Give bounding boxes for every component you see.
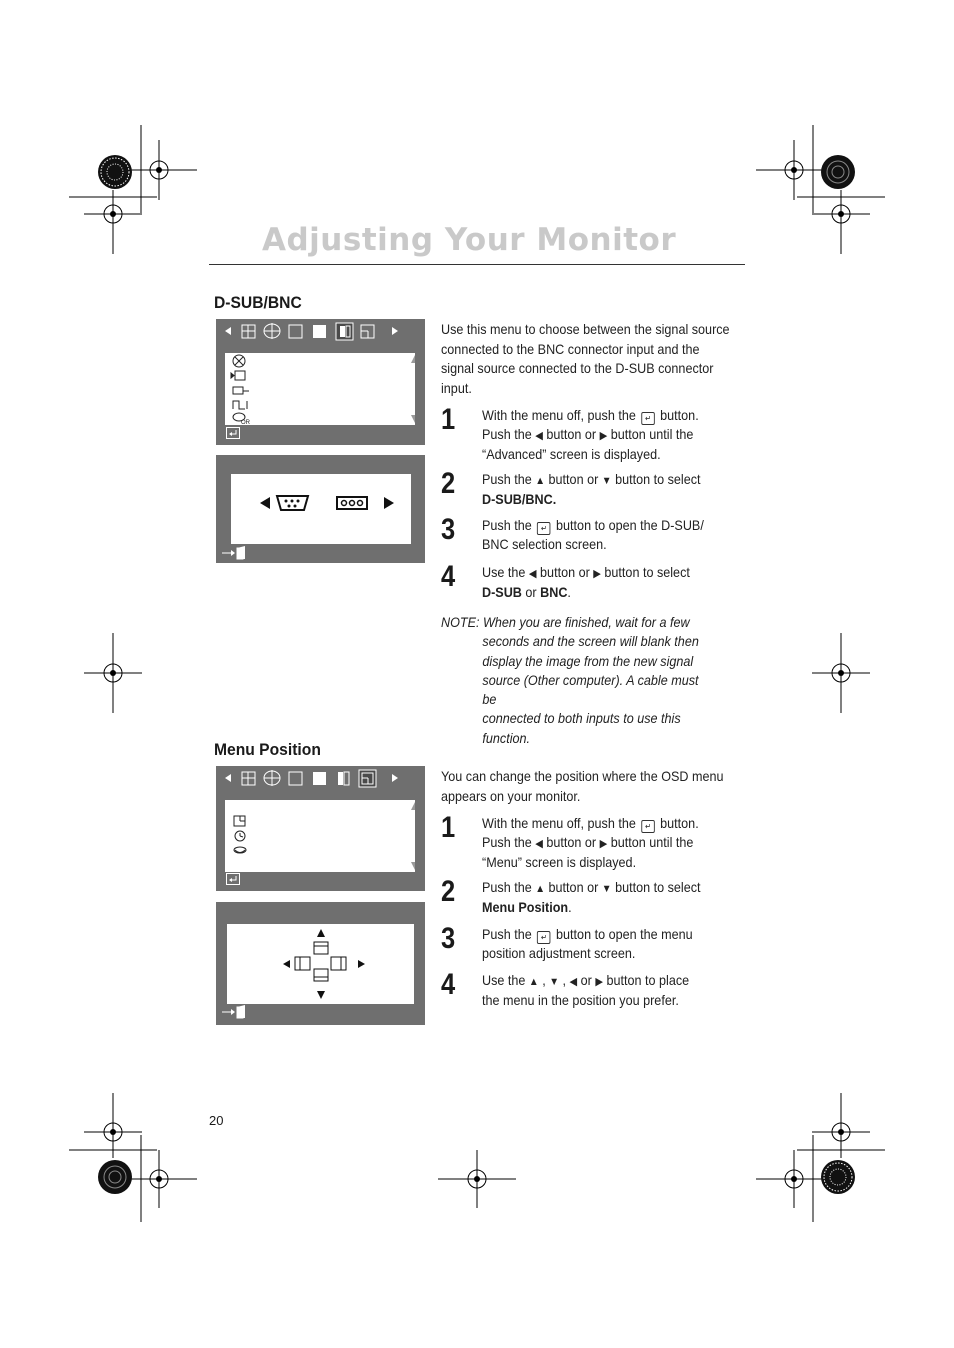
- step-text-fragment: button to place: [606, 972, 690, 988]
- step-text-fragment: .: [567, 584, 571, 600]
- section-heading-menu-position: Menu Position: [214, 740, 321, 759]
- osd-position-panel: [227, 924, 414, 1004]
- note-line: display the image from the new signal: [482, 652, 694, 669]
- step-text-fragment: .: [568, 899, 572, 915]
- right-arrow-icon: [358, 960, 365, 968]
- bnc-connector-icon: [337, 497, 367, 509]
- dsub-step-number-3: 3: [441, 513, 456, 546]
- step-text-fragment: button until the: [610, 834, 694, 850]
- osd-menu-toolbar: [216, 766, 425, 796]
- dsub-step-3: [482, 516, 734, 553]
- step-text-fragment: the menu in the position you prefer.: [482, 992, 679, 1008]
- step-text-fragment: D-SUB/BNC.: [482, 491, 557, 507]
- step-text-fragment: or: [580, 972, 592, 988]
- left-arrow-icon: ◀: [535, 838, 543, 850]
- position-direction-pad: [227, 924, 414, 1004]
- enter-button-icon: ↵: [641, 820, 655, 833]
- step-text-fragment: BNC: [540, 584, 568, 600]
- left-arrow-icon: [283, 960, 290, 968]
- step-text-fragment: Use the: [482, 972, 526, 988]
- note-line: When you are finished, wait for a few: [483, 614, 690, 630]
- right-arrow-icon: ▶: [599, 838, 608, 850]
- menu-position-step-4: [482, 971, 734, 1009]
- dsub-step-number-4: 4: [441, 560, 456, 593]
- up-arrow-icon: ▲: [535, 475, 546, 487]
- step-text-fragment: ,: [562, 972, 567, 988]
- note-line: source (Other computer). A cable must be: [482, 671, 699, 708]
- osd-enter-icon: [226, 427, 240, 439]
- down-arrow-icon: ▼: [601, 883, 612, 895]
- step-text-fragment: button until the: [610, 426, 694, 442]
- up-arrow-icon: ▲: [528, 976, 539, 988]
- right-arrow-icon: [384, 497, 394, 509]
- osd-menu-list: [216, 766, 425, 891]
- step-text-fragment: position adjustment screen.: [482, 945, 636, 961]
- note-line: connected to both inputs to use this: [482, 710, 681, 727]
- menu-position-step-number-3: 3: [441, 922, 456, 955]
- dsub-step-1: [482, 406, 734, 463]
- dsub-note: [441, 613, 711, 748]
- dsub-step-2: [482, 470, 734, 508]
- osd-menu-list-icons: [225, 800, 415, 872]
- note-line: function.: [482, 729, 531, 746]
- page-number: 20: [209, 1113, 224, 1128]
- step-text-fragment: button to open the menu: [556, 926, 693, 942]
- up-arrow-icon: [317, 929, 325, 937]
- menu-position-step-1: [482, 814, 734, 871]
- menu-position-step-number-2: 2: [441, 875, 456, 908]
- step-text-fragment: Push the: [482, 834, 532, 850]
- menu-position-intro: [441, 767, 738, 806]
- step-text-fragment: “Advanced” screen is displayed.: [482, 446, 661, 462]
- osd-advanced-list-icons: [225, 353, 415, 425]
- step-text-fragment: Push the: [482, 879, 532, 895]
- dsub-intro-line: signal source connected to the D-SUB connector: [441, 360, 714, 376]
- step-text-fragment: Menu Position: [482, 899, 569, 915]
- step-text-fragment: button or: [546, 834, 597, 850]
- step-text-fragment: Use the: [482, 564, 526, 580]
- right-arrow-icon: ▶: [595, 976, 603, 988]
- note-label: NOTE:: [441, 614, 480, 630]
- left-arrow-icon: [260, 497, 270, 509]
- dsub-bnc-selector: [231, 474, 411, 544]
- dsub-step-number-2: 2: [441, 467, 456, 500]
- osd-menu-list-panel: [225, 800, 415, 872]
- osd-enter-icon: [226, 873, 240, 885]
- dsub-step-number-1: 1: [441, 403, 456, 436]
- step-text-fragment: button or: [548, 879, 599, 895]
- step-text-fragment: Push the: [482, 471, 532, 487]
- right-arrow-icon: ▶: [599, 430, 608, 442]
- up-arrow-icon: ▲: [535, 883, 546, 895]
- menu-position-step-number-4: 4: [441, 968, 456, 1001]
- step-text-fragment: ,: [542, 972, 546, 988]
- step-text-fragment: button or: [540, 564, 590, 580]
- svg-text:OR: OR: [241, 420, 250, 425]
- left-arrow-icon: ◀: [535, 430, 543, 442]
- step-text-fragment: button.: [660, 815, 699, 831]
- osd-dsub-bnc-selection: [216, 455, 425, 563]
- page-title: Adjusting Your Monitor: [262, 222, 677, 258]
- osd-advanced-menu: [216, 319, 425, 445]
- step-text-fragment: button to select: [615, 471, 701, 487]
- exit-icon: [221, 546, 249, 560]
- osd-advanced-list: [225, 353, 415, 425]
- dsub-intro: [441, 320, 738, 398]
- dsub-step-4: [482, 563, 734, 601]
- dsub-intro-line: Use this menu to choose between the signal source: [441, 321, 730, 337]
- step-text-fragment: or: [525, 584, 537, 600]
- step-text-fragment: button to open the D-SUB/: [556, 517, 704, 533]
- step-text-fragment: button to select: [604, 564, 690, 580]
- step-text-fragment: button.: [660, 407, 699, 423]
- osd-position-adjustment: [216, 902, 425, 1025]
- down-arrow-icon: ▼: [601, 475, 612, 487]
- left-arrow-icon: ◀: [569, 976, 578, 988]
- section-heading-dsub: D-SUB/BNC: [214, 293, 302, 312]
- step-text-fragment: Push the: [482, 426, 532, 442]
- menu-position-step-3: [482, 925, 734, 962]
- menu-position-intro-line: appears on your monitor.: [441, 787, 581, 804]
- left-arrow-icon: ◀: [528, 568, 537, 580]
- enter-button-icon: ↵: [537, 931, 551, 944]
- step-text-fragment: With the menu off, push the: [482, 407, 636, 423]
- step-text-fragment: BNC selection screen.: [482, 536, 607, 552]
- enter-button-icon: ↵: [537, 522, 551, 535]
- step-text-fragment: With the menu off, push the: [482, 815, 636, 831]
- down-arrow-icon: ▼: [549, 976, 560, 988]
- dsub-intro-line: input.: [441, 379, 472, 396]
- dsub-intro-line: connected to the BNC connector input and the: [441, 340, 700, 357]
- step-text-fragment: “Menu” screen is displayed.: [482, 854, 637, 870]
- dsub-connector-icon: [277, 496, 308, 510]
- menu-position-step-2: [482, 878, 734, 916]
- osd-menu-toolbar: [216, 319, 425, 349]
- step-text-fragment: button to select: [615, 879, 701, 895]
- down-arrow-icon: [317, 991, 325, 999]
- step-text-fragment: Push the: [482, 517, 532, 533]
- enter-button-icon: ↵: [641, 412, 655, 425]
- step-text-fragment: D-SUB: [482, 584, 522, 600]
- title-divider: [209, 264, 745, 265]
- exit-icon: [221, 1005, 249, 1019]
- step-text-fragment: button or: [546, 426, 597, 442]
- menu-position-intro-line: You can change the position where the OSD menu: [441, 768, 724, 784]
- right-arrow-icon: ▶: [593, 568, 601, 580]
- step-text-fragment: Push the: [482, 926, 532, 942]
- note-line: seconds and the screen will blank then: [482, 633, 699, 650]
- step-text-fragment: button or: [548, 471, 599, 487]
- osd-dsub-bnc-panel: [231, 474, 411, 544]
- menu-position-step-number-1: 1: [441, 811, 456, 844]
